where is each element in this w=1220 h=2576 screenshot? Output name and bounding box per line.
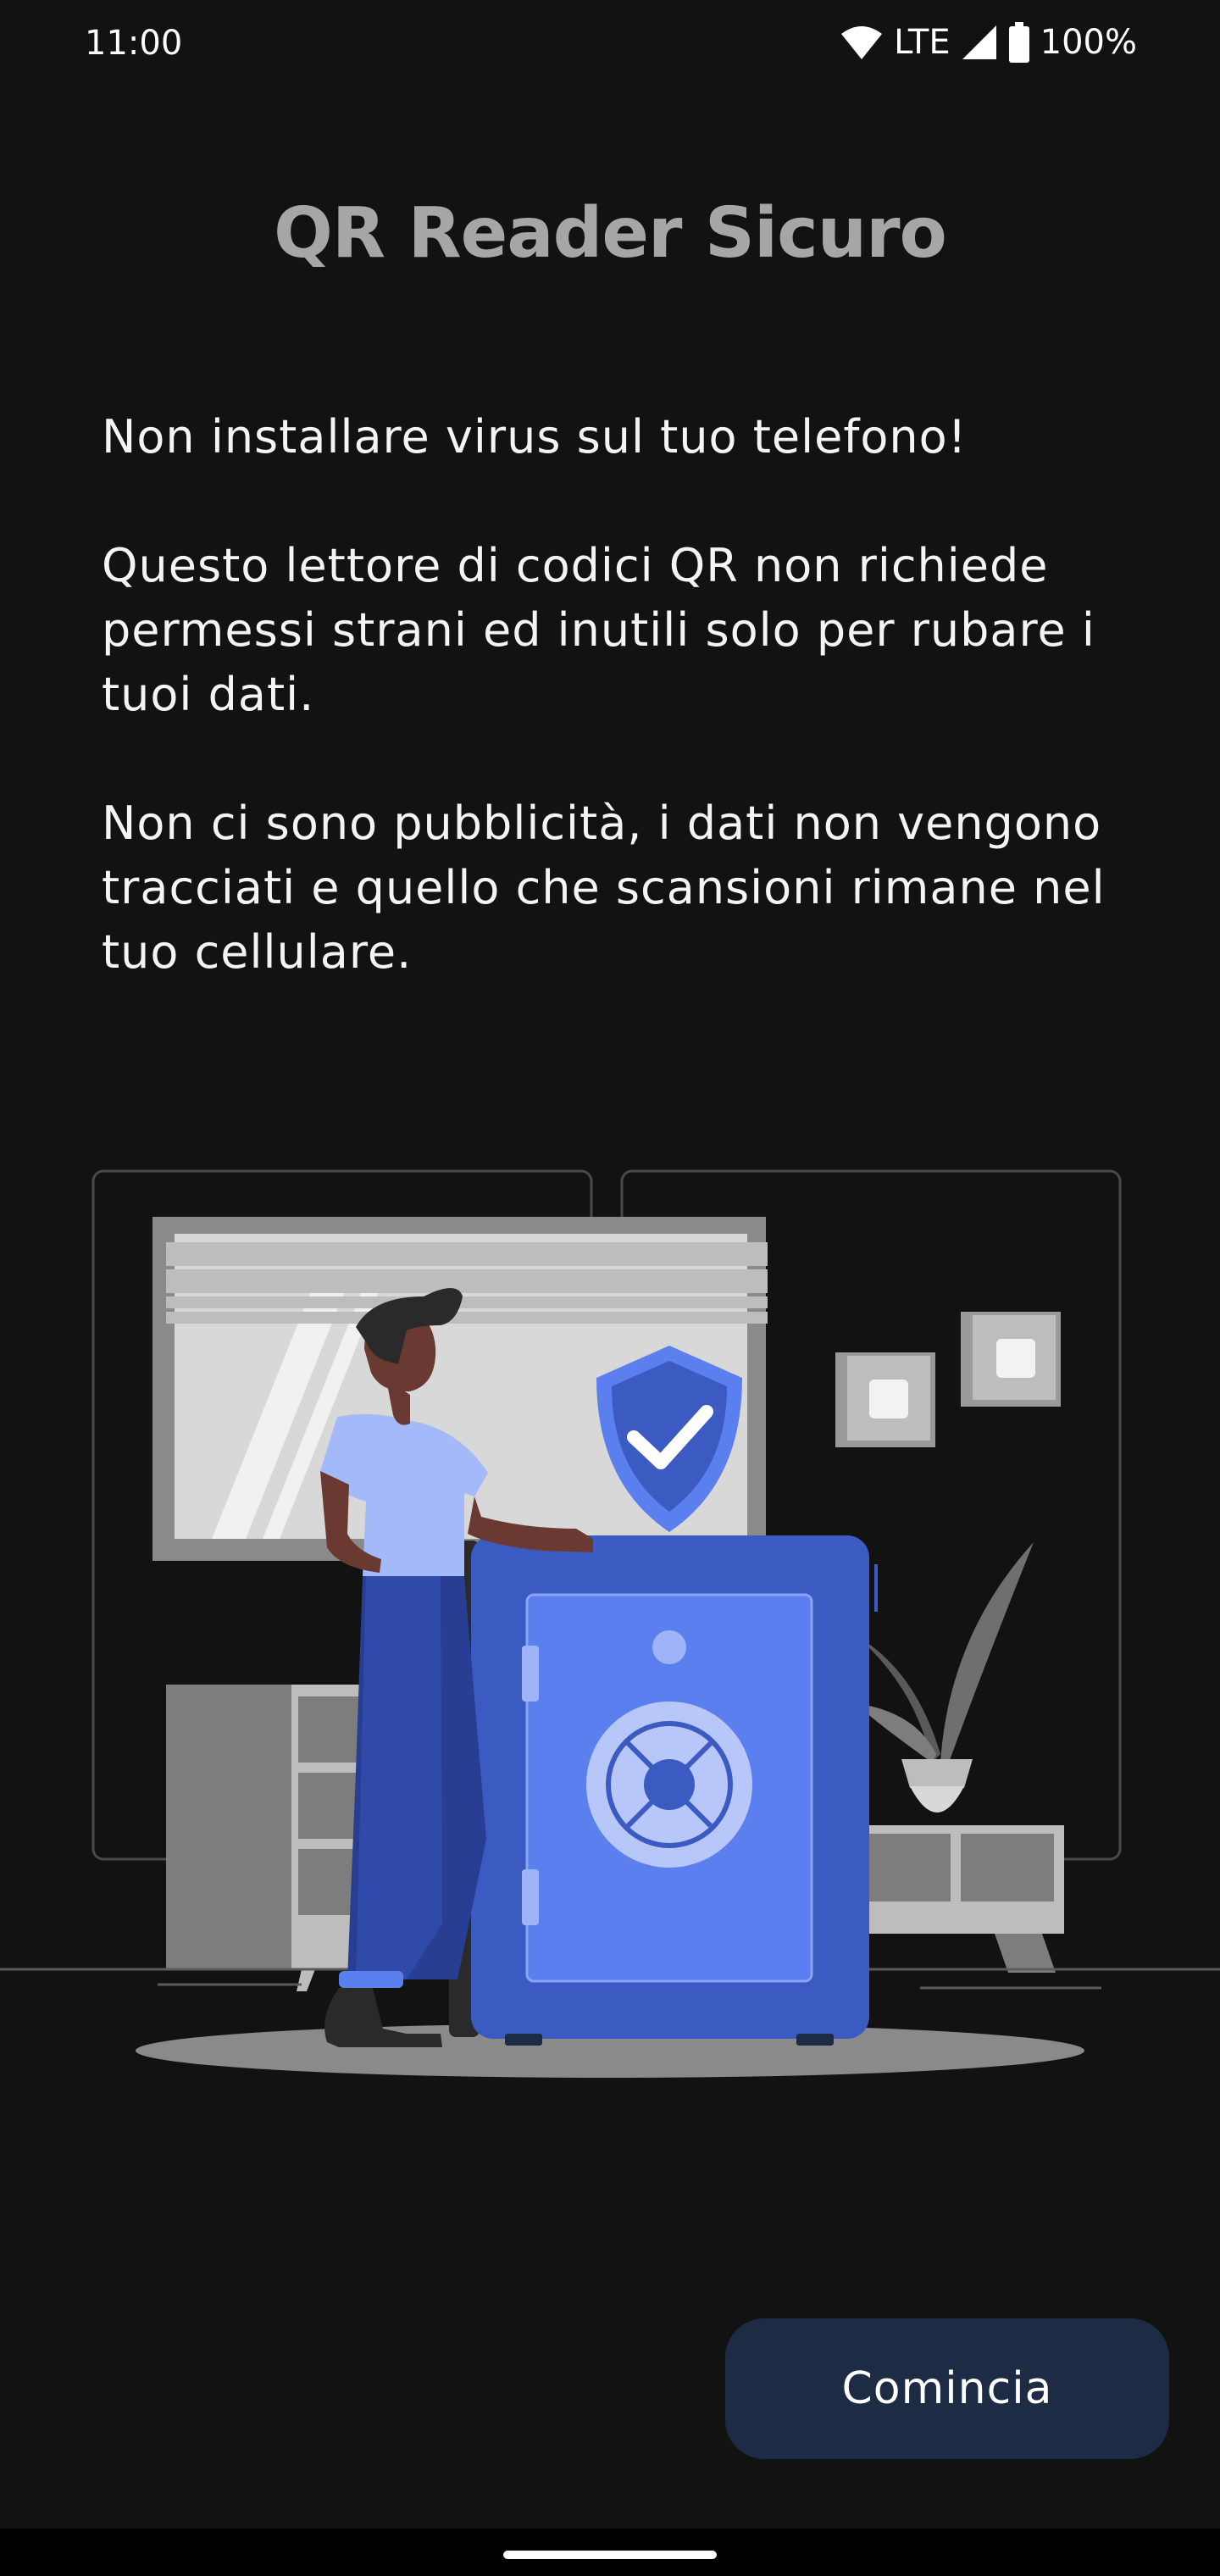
- intro-paragraph-3: Non ci sono pubblicità, i dati non vengono tracciati e quello che scansioni rimane nel tuo cellulare.: [102, 797, 1106, 979]
- navigation-bar: [0, 2529, 1220, 2576]
- status-time: 11:00: [85, 24, 183, 63]
- wifi-icon: [840, 24, 884, 61]
- battery-percent: 100%: [1040, 23, 1137, 62]
- status-bar: [0, 0, 1220, 85]
- intro-text: [102, 405, 1144, 1049]
- page-title: QR Reader Sicuro: [274, 193, 946, 274]
- home-handle[interactable]: [503, 2551, 717, 2559]
- battery-icon: [1008, 22, 1030, 63]
- status-icons: [840, 20, 1137, 64]
- security-illustration: [0, 1161, 1220, 2093]
- network-label: LTE: [894, 23, 951, 62]
- intro-paragraph-1: Non installare virus sul tuo telefono!: [102, 410, 968, 464]
- cell-signal-icon: [961, 24, 998, 61]
- intro-paragraph-2: Questo lettore di codici QR non richiede permessi strani ed inutili solo per rubare i tuoi dati.: [102, 539, 1095, 721]
- start-button[interactable]: Comincia: [725, 2318, 1169, 2459]
